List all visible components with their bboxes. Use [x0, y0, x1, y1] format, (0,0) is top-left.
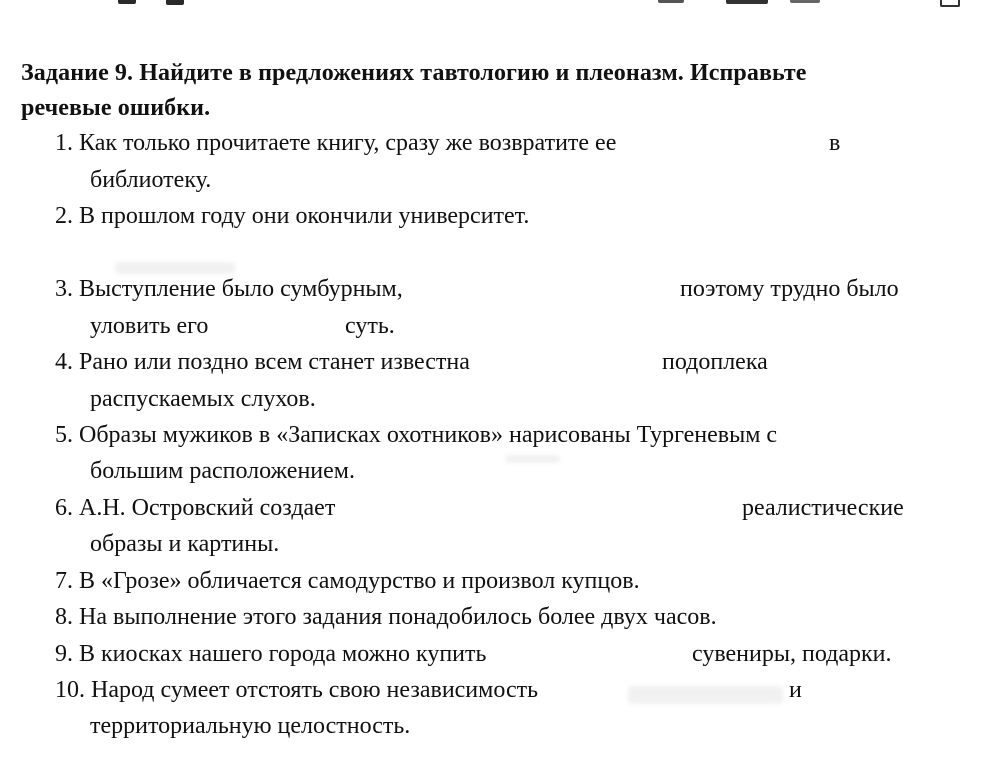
- list-item-10-continuation: территориальную целостность.: [90, 713, 411, 739]
- text-fragment: [166, 0, 184, 5]
- list-item-2-text: 2. В прошлом году они окончили университет.: [55, 203, 530, 229]
- text-fragment: [658, 0, 684, 3]
- task-title-line2: речевые ошибки.: [21, 95, 211, 121]
- list-item-3-continuation-right: суть.: [345, 313, 395, 339]
- list-item-1-text: 1. Как только прочитаете книгу, сразу же возвратите ее: [55, 130, 617, 156]
- text-fragment: [940, 0, 960, 7]
- task-heading: [21, 56, 961, 126]
- list-item-3-text: 3. Выступление было сумбурным,: [55, 276, 403, 302]
- list-item-7-text: 7. В «Грозе» обличается самодурство и произвол купцов.: [55, 568, 640, 594]
- list-item-9-text-right: сувениры, подарки.: [692, 641, 892, 667]
- text-fragment: [118, 0, 136, 4]
- list-item-6-continuation: образы и картины.: [90, 531, 280, 557]
- list-item-5-continuation: большим расположением.: [90, 458, 355, 484]
- text-fragment: [726, 0, 768, 4]
- list-item-10-text-right: и: [789, 677, 802, 703]
- list-item-9-text: 9. В киосках нашего города можно купить: [55, 641, 487, 667]
- erased-smudge: [628, 686, 783, 704]
- cropped-previous-text: [0, 0, 985, 8]
- list-item-6-text: 6. А.Н. Островский создает: [55, 495, 336, 521]
- list-item-3-continuation: уловить его: [90, 313, 209, 339]
- erased-smudge: [505, 455, 560, 463]
- list-item-4-text: 4. Рано или поздно всем станет известна: [55, 349, 470, 375]
- task-title-line1: Задание 9. Найдите в предложениях тавтологию и плеоназм. Исправьте: [21, 60, 807, 86]
- list-item-4-continuation: распускаемых слухов.: [90, 386, 316, 412]
- list-item-1-text-right: в: [829, 130, 841, 156]
- list-item-5-text: 5. Образы мужиков в «Записках охотников» нарисованы Тургеневым с: [55, 422, 778, 448]
- list-item-1-continuation: библиотеку.: [90, 167, 212, 193]
- list-item-3-text-right: поэтому трудно было: [680, 276, 899, 302]
- list-item-6-text-right: реалистические: [742, 495, 904, 521]
- list-item-4-text-right: подоплека: [662, 349, 768, 375]
- list-item-8-text: 8. На выполнение этого задания понадобилось более двух часов.: [55, 604, 717, 630]
- list-item-10-text: 10. Народ сумеет отстоять свою независимость: [55, 677, 539, 703]
- text-fragment: [790, 0, 820, 3]
